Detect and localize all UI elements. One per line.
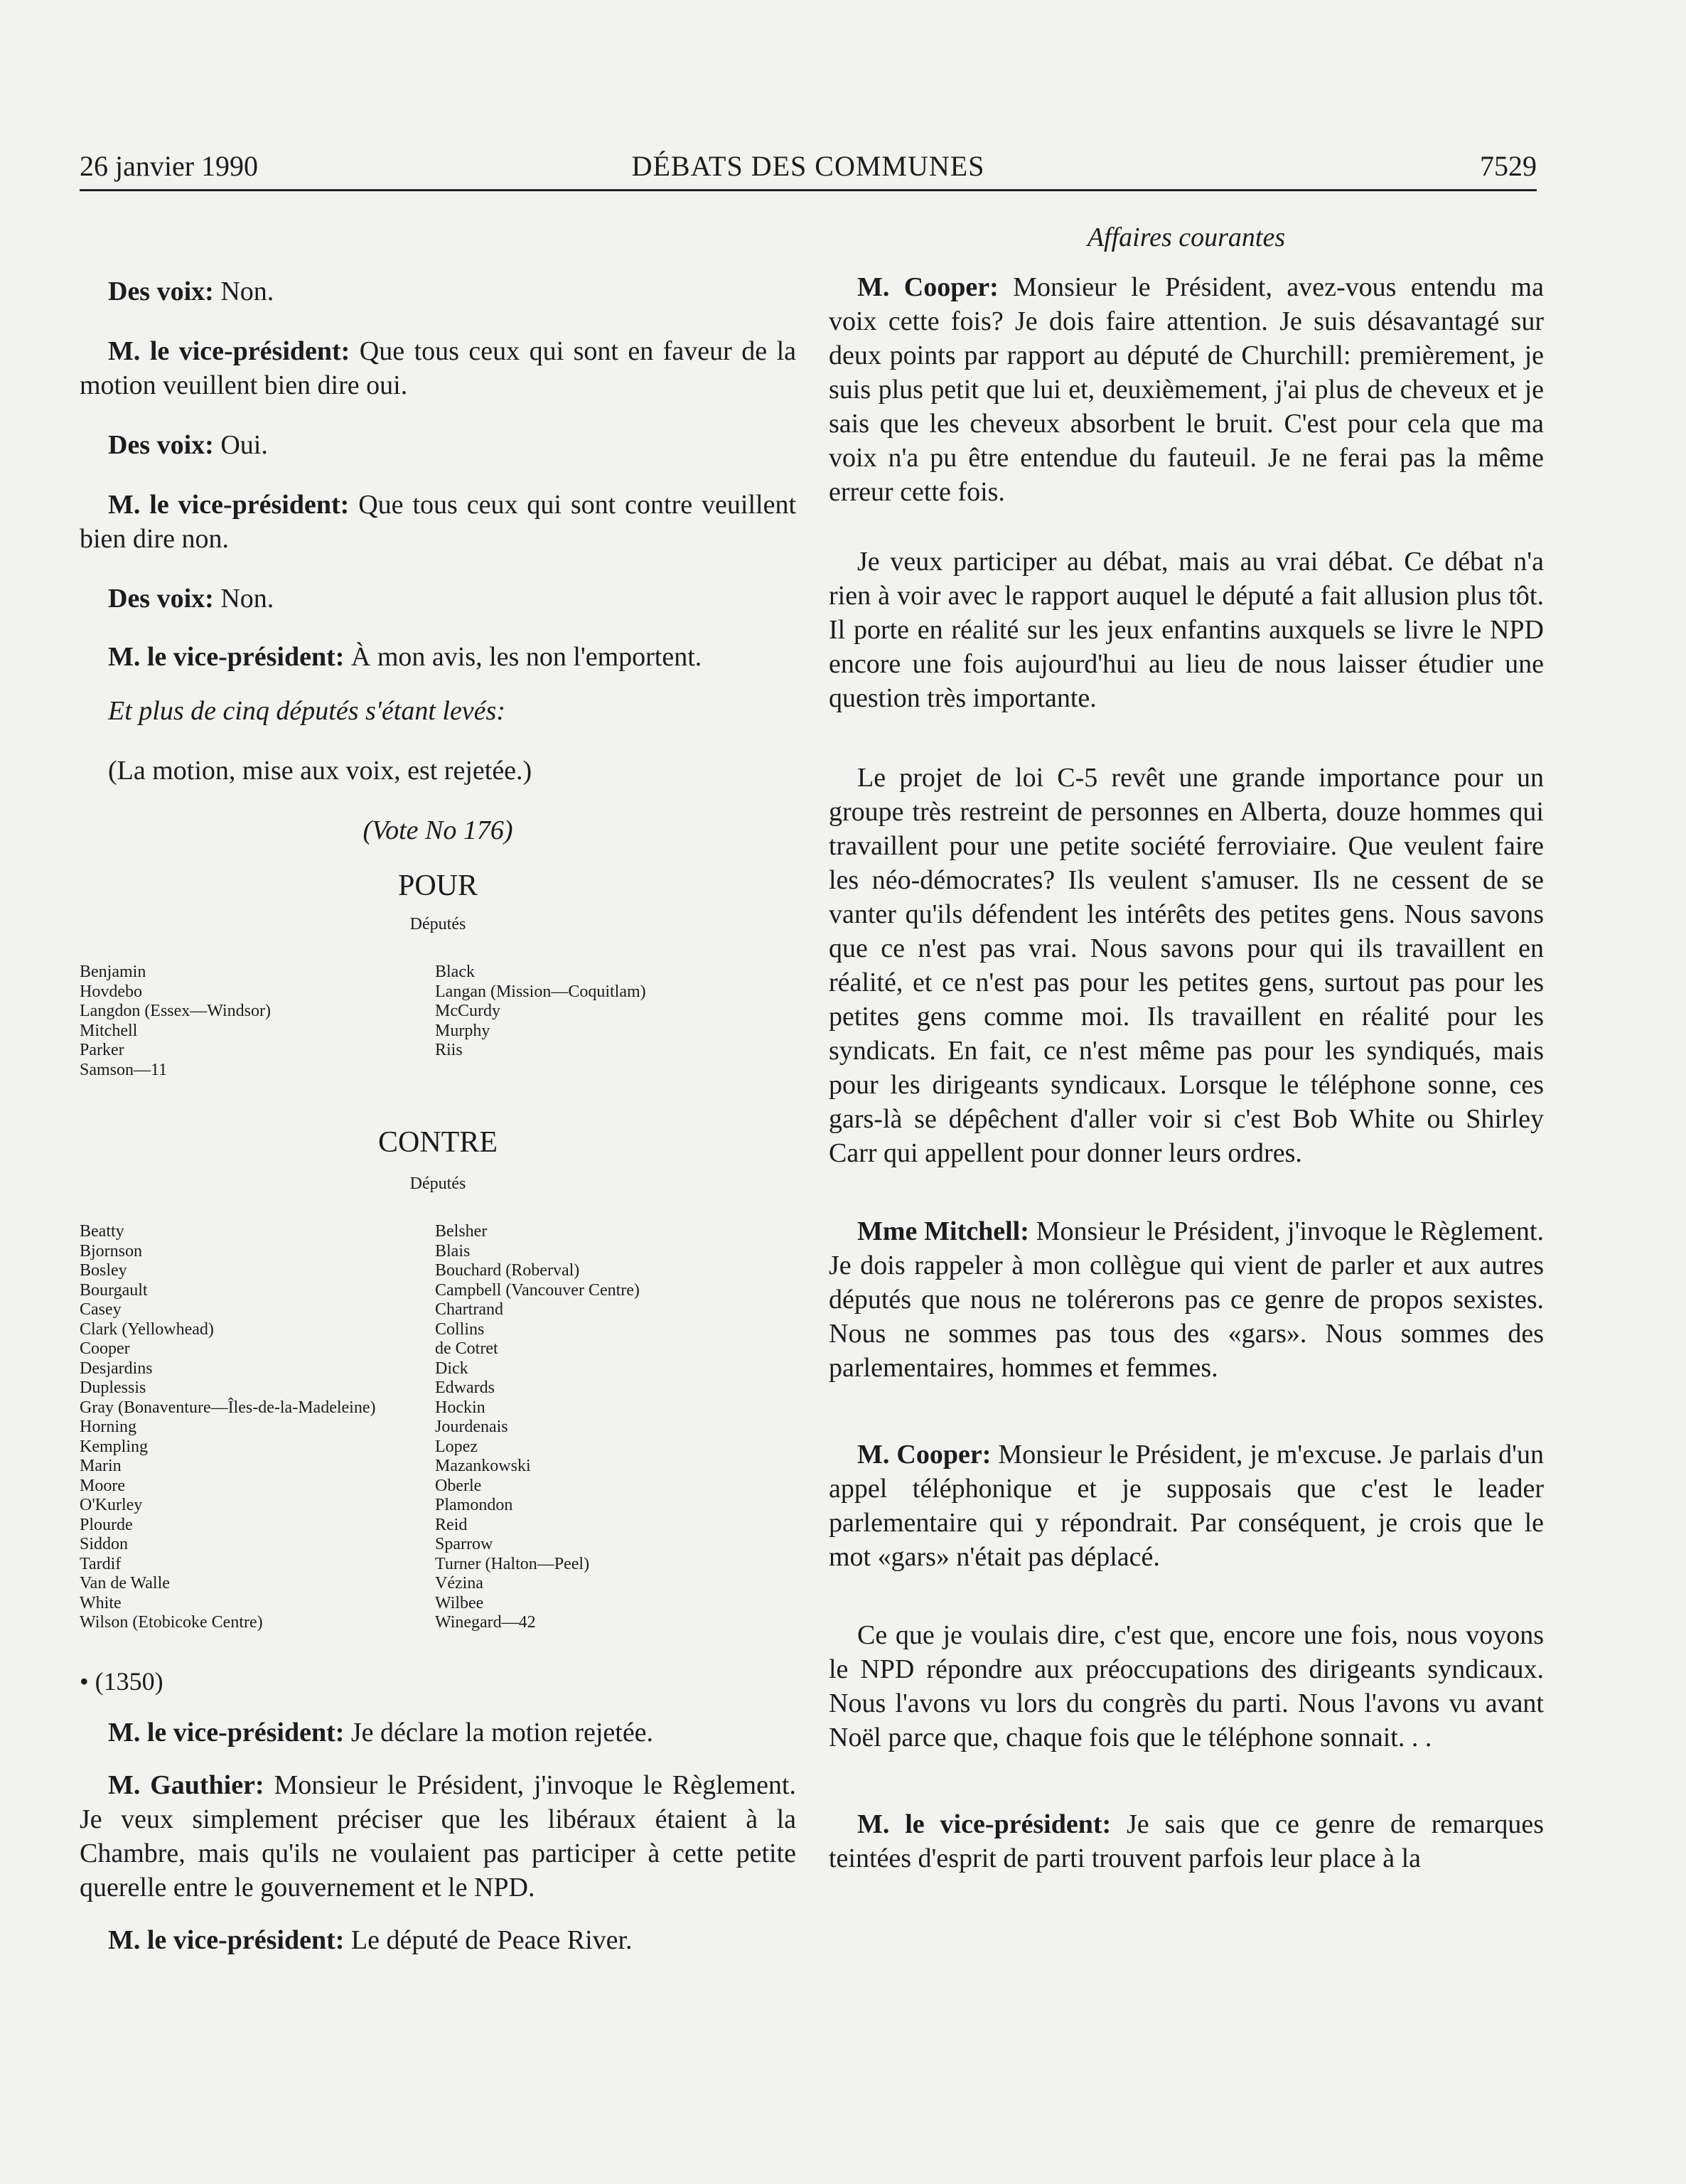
member-name: McCurdy (435, 1002, 500, 1020)
member-name: Langdon (Essex—Windsor) (80, 1002, 271, 1020)
paragraph: Mme Mitchell: Monsieur le Président, j'invoque le Règlement. Je dois rappeler à mon collègue qui vient de parler et aux autres députés que nous ne tolérerons pas ce genre de propos sexistes. Nous ne sommes pas tous des «gars». Nous sommes des parlementaires, hommes et femmes. (829, 1216, 1544, 1383)
member-name: Bourgault (80, 1280, 148, 1300)
member-name: Plamondon (435, 1496, 513, 1514)
speaker: Mme Mitchell: (857, 1216, 1029, 1246)
member-name: O'Kurley (80, 1496, 143, 1514)
member-name: Siddon (80, 1535, 129, 1553)
member-name: Marin (80, 1457, 122, 1475)
member-name: Bosley (80, 1261, 127, 1280)
member-name: Campbell (Vancouver Centre) (435, 1280, 640, 1300)
member-name: Casey (80, 1300, 122, 1319)
member-name: Parker (80, 1041, 124, 1059)
time-marker: • (1350) (80, 1666, 163, 1696)
page-number: 7529 (1480, 150, 1537, 182)
member-name: Bouchard (Roberval) (435, 1261, 580, 1280)
contre-list-col2 (435, 1222, 796, 1633)
speaker: M. Cooper: (857, 1440, 992, 1470)
member-name: Samson—11 (80, 1060, 168, 1079)
member-name: Wilson (Etobicoke Centre) (80, 1613, 263, 1632)
speaker: M. Cooper: (857, 272, 999, 302)
member-name: Beatty (80, 1222, 124, 1241)
pour-list (80, 963, 796, 1080)
contre-subheading: Députés (409, 1174, 466, 1193)
member-name: Desjardins (80, 1359, 153, 1378)
member-name: Van de Walle (80, 1574, 170, 1592)
member-name: Blais (435, 1241, 471, 1260)
member-name: Riis (435, 1041, 463, 1059)
member-name: Collins (435, 1320, 485, 1339)
member-name: Belsher (435, 1222, 488, 1241)
member-name: Clark (Yellowhead) (80, 1320, 214, 1339)
member-name: Turner (Halton—Peel) (435, 1554, 590, 1573)
left-column (80, 213, 796, 1957)
member-name: Gray (Bonaventure—Îles-de-la-Madeleine) (80, 1398, 376, 1417)
member-name: Jourdenais (435, 1418, 508, 1436)
member-name: Mitchell (80, 1021, 138, 1040)
procedure-result: (La motion, mise aux voix, est rejetée.) (108, 756, 532, 786)
member-name: Tardif (80, 1554, 122, 1573)
member-name: Wilbee (435, 1593, 484, 1612)
member-name: Moore (80, 1476, 125, 1495)
contre-list-col1 (80, 1222, 435, 1633)
paragraph: Des voix: Oui. (108, 430, 268, 460)
paragraph: M. le vice-président: À mon avis, les non l'emportent. (108, 642, 702, 672)
speaker: Des voix: (108, 430, 214, 460)
member-name: Kempling (80, 1437, 148, 1456)
contre-list (80, 1222, 796, 1633)
member-name: Chartrand (435, 1300, 503, 1319)
pour-list-col2 (435, 963, 796, 1080)
member-name: Sparrow (435, 1535, 493, 1553)
contre-heading: CONTRE (378, 1126, 498, 1159)
speaker: M. le vice-président: (857, 1809, 1112, 1839)
speaker: M. le vice-président: (108, 336, 350, 366)
paragraph: M. Cooper: Monsieur le Président, avez-vous entendu ma voix cette fois? Je dois faire attention. Je suis désavantagé sur deux points par rapport au député de Churchill: premièrement, je suis plus petit que lui et, deuxièmement, j'ai plus de cheveux et je sais que les cheveux absorbent le bruit. C'est pour cela que ma voix n'a pu être entendue du fauteuil. Je ne ferai pas la même erreur cette fois. (829, 272, 1544, 507)
paragraph: M. Gauthier: Monsieur le Président, j'invoque le Règlement. Je veux simplement préciser que les libéraux étaient à la Chambre, mais qu'ils ne voulaient pas participer à cette petite querelle entre le gouvernement et le NPD. (80, 1770, 796, 1902)
member-name: Lopez (435, 1437, 478, 1456)
pour-heading: POUR (397, 869, 478, 902)
paragraph: Des voix: Non. (108, 277, 274, 306)
paragraph: Ce que je voulais dire, c'est que, encore une fois, nous voyons le NPD répondre aux préoccupations des dirigeants syndicaux. Nous l'avons vu lors du congrès du parti. Nous l'avons vu avant Noël parce que, chaque fois que le téléphone sonnait. . . (829, 1620, 1544, 1752)
procedure-note: Et plus de cinq députés s'étant levés: (108, 696, 505, 726)
member-name: Plourde (80, 1515, 133, 1534)
paragraph: M. le vice-président: Le député de Peace River. (108, 1925, 633, 1955)
member-name: Duplessis (80, 1379, 146, 1397)
pour-subheading: Députés (409, 915, 466, 933)
speaker: M. Gauthier: (108, 1770, 264, 1800)
header-date: 26 janvier 1990 (80, 150, 259, 182)
member-name: de Cotret (435, 1339, 498, 1358)
member-name: Hovdebo (80, 982, 142, 1001)
page-header (80, 146, 1537, 191)
member-name: White (80, 1593, 122, 1612)
member-name: Horning (80, 1418, 136, 1436)
right-column (829, 213, 1544, 1875)
header-title: DÉBATS DES COMMUNES (631, 150, 985, 182)
member-name: Cooper (80, 1339, 130, 1358)
pour-list-col1 (80, 963, 435, 1080)
paragraph: Le projet de loi C-5 revêt une grande importance pour un groupe très restreint de personnes en Alberta, douze hommes qui travaillent pour une petite société ferroviaire. Que veulent faire les néo-démocrates? Ils veulent s'amuser. Ils ne cessent de se vanter qu'ils défendent les intérêts des petites gens. Nous savons que ce n'est pas vrai. Nous savons pour qui ils travaillent en réalité, et ce n'est pas pour les petites gens, surtout pas pour les petites gens comme moi. Ils travaillent en réalité pour les syndicats. En fait, ce n'est même pas pour les syndiqués, mais pour les dirigeants syndicaux. Lorsque le téléphone sonne, ces gars-là se dépêchent d'aller voir si c'est Bob White ou Shirley Carr qui appellent pour donner leurs ordres. (829, 763, 1544, 1168)
paragraph: M. le vice-président: Je déclare la motion rejetée. (108, 1717, 654, 1747)
member-name: Black (435, 963, 475, 981)
speaker: M. le vice-président: (108, 642, 345, 672)
paragraph: M. le vice-président: Que tous ceux qui sont en faveur de la motion veuillent bien dire oui. (80, 336, 796, 400)
member-name: Oberle (435, 1476, 482, 1495)
speaker: M. le vice-président: (108, 1925, 345, 1955)
speaker: Des voix: (108, 584, 214, 614)
paragraph: Je veux participer au débat, mais au vrai débat. Ce débat n'a rien à voir avec le rapport auquel le député a fait allusion plus tôt. Il porte en réalité sur les jeux enfantins auxquels se livre le NPD encore une fois aujourd'hui au lieu de nous laisser étudier une question très importante. (829, 547, 1544, 713)
member-name: Hockin (435, 1398, 485, 1417)
paragraph: M. le vice-président: Je sais que ce genre de remarques teintées d'esprit de parti trouvent parfois leur place à la (829, 1809, 1545, 1873)
paragraph: M. le vice-président: Que tous ceux qui sont contre veuillent bien dire non. (80, 490, 797, 554)
member-name: Edwards (435, 1379, 495, 1397)
member-name: Mazankowski (435, 1457, 531, 1475)
member-name: Winegard—42 (435, 1613, 536, 1632)
paragraph: Des voix: Non. (108, 584, 274, 614)
speaker: Des voix: (108, 277, 214, 306)
member-name: Bjornson (80, 1241, 143, 1260)
member-name: Reid (435, 1515, 468, 1534)
speaker: M. le vice-président: (108, 1717, 345, 1747)
member-name: Dick (435, 1359, 468, 1378)
section-heading: Affaires courantes (1087, 223, 1286, 252)
member-name: Langan (Mission—Coquitlam) (435, 982, 646, 1001)
speaker: M. le vice-président: (108, 490, 350, 520)
member-name: Vézina (435, 1574, 483, 1592)
paragraph: M. Cooper: Monsieur le Président, je m'excuse. Je parlais d'un appel téléphonique et je supposais que c'est le leader parlementaire qui y répondrait. Par conséquent, je crois que le mot «gars» n'était pas déplacé. (829, 1440, 1544, 1572)
vote-number: (Vote No 176) (363, 815, 513, 845)
member-name: Murphy (435, 1021, 490, 1040)
member-name: Benjamin (80, 963, 146, 981)
